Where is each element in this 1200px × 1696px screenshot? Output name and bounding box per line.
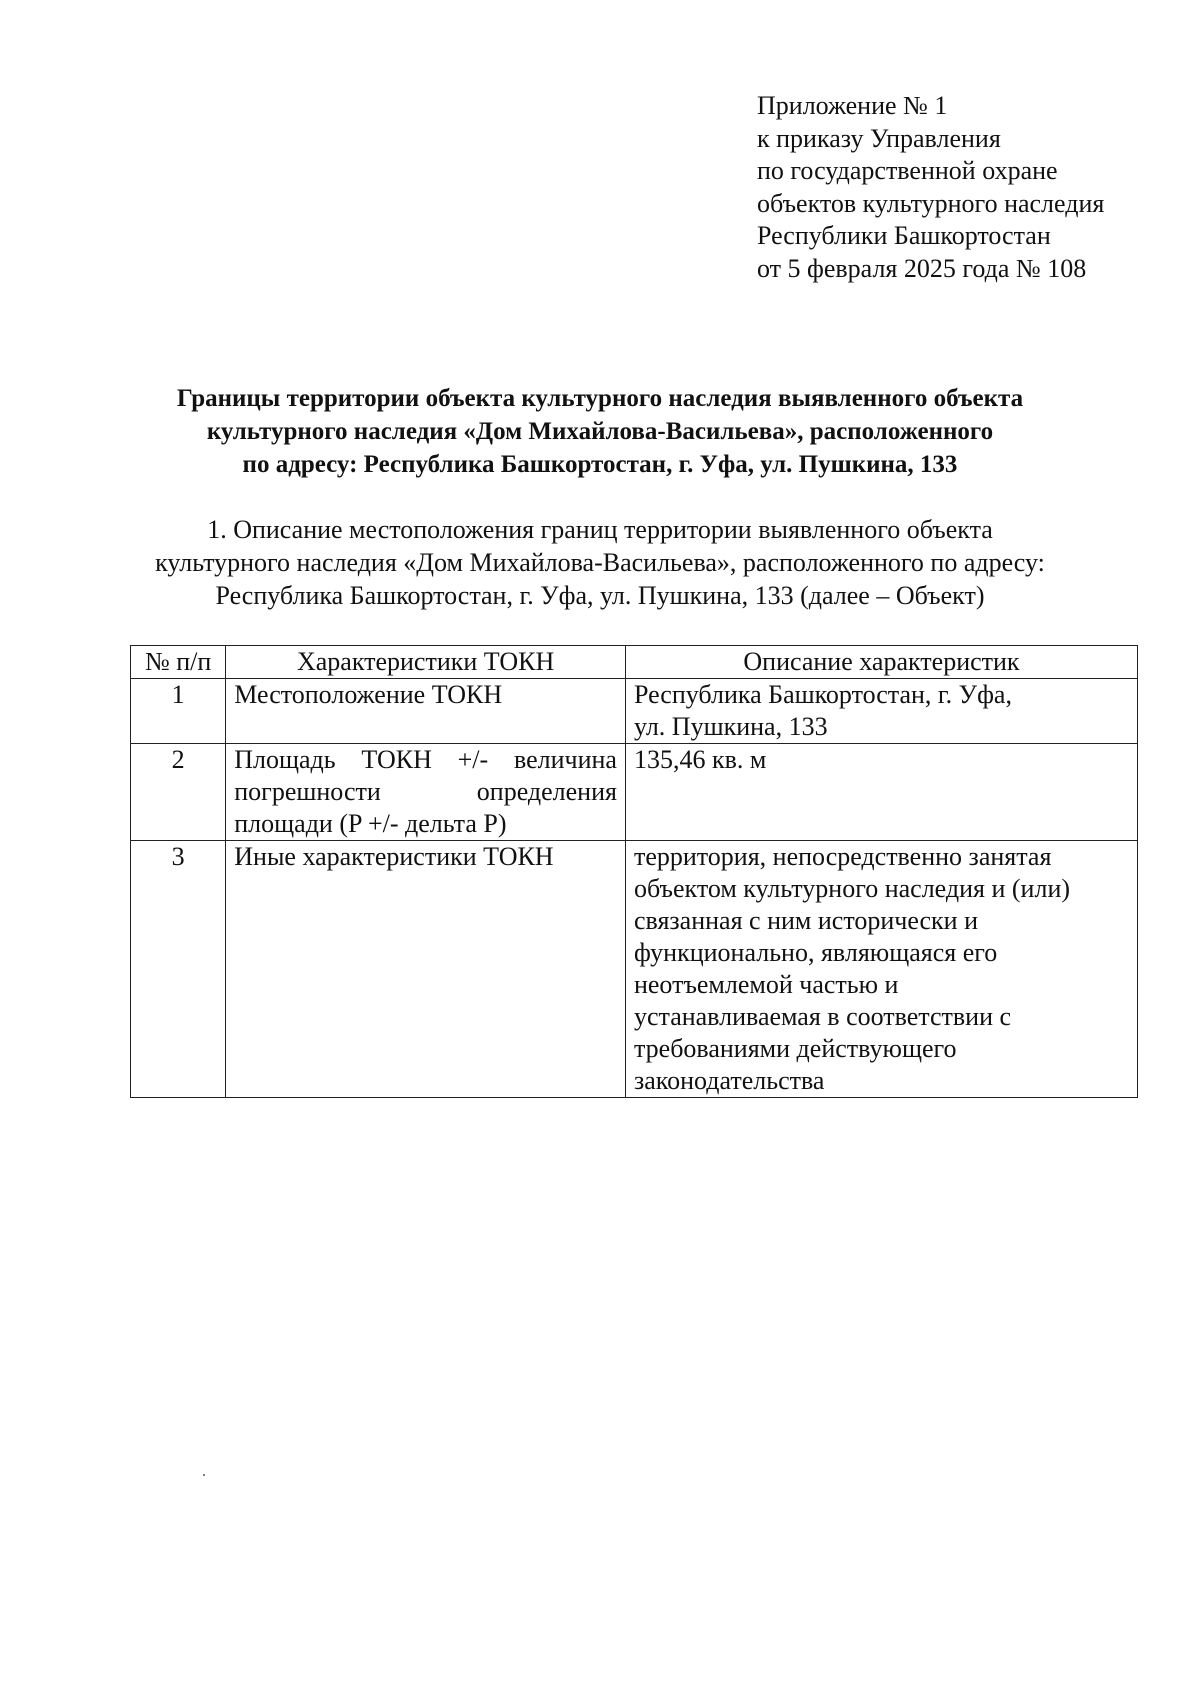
section-line: Республика Башкортостан, г. Уфа, ул. Пушкина, 133 (далее – Объект) bbox=[215, 581, 985, 610]
cell-line: погрешности определения bbox=[234, 777, 617, 806]
cell-line: объектом культурного наследия и (или) bbox=[633, 874, 1071, 903]
row-description bbox=[625, 744, 1137, 841]
cell-line: Площадь ТОКН +/- величина bbox=[234, 745, 617, 774]
cell-line: ул. Пушкина, 133 bbox=[633, 712, 828, 741]
section-heading bbox=[100, 513, 1100, 612]
appendix-line: объектов культурного наследия bbox=[757, 188, 1105, 218]
appendix-line: к приказу Управления bbox=[757, 123, 1001, 153]
appendix-line: по государственной охране bbox=[757, 156, 1058, 185]
row-characteristic bbox=[226, 841, 626, 1098]
cell-line: Местоположение ТОКН bbox=[234, 680, 503, 709]
row-number: 1 bbox=[131, 679, 226, 744]
header-characteristic: Характеристики ТОКН bbox=[226, 646, 626, 679]
section-line: 1. Описание местоположения границ территории выявленного объекта bbox=[207, 515, 993, 544]
title-line: Границы территории объекта культурного наследия выявленного объекта bbox=[176, 385, 1024, 412]
row-description bbox=[625, 679, 1137, 744]
appendix-line: Приложение № 1 bbox=[757, 91, 948, 120]
header-description: Описание характеристик bbox=[625, 646, 1137, 679]
appendix-line: Республики Башкортостан bbox=[757, 221, 1051, 250]
row-description bbox=[625, 841, 1137, 1098]
cell-line: устанавливаемая в соответствии с bbox=[633, 1002, 1012, 1031]
cell-line: связанная с ним исторически и bbox=[633, 906, 979, 935]
row-characteristic bbox=[226, 679, 626, 744]
characteristics-table bbox=[130, 645, 1138, 1098]
cell-line: Республика Башкортостан, г. Уфа, bbox=[633, 680, 1012, 709]
cell-line: требованиями действующего bbox=[633, 1034, 957, 1063]
table-row bbox=[131, 679, 1138, 744]
cell-line: Иные характеристики ТОКН bbox=[234, 842, 554, 871]
cell-line: площади (P +/- дельта P) bbox=[234, 809, 507, 838]
appendix-line: от 5 февраля 2025 года № 108 bbox=[757, 253, 1087, 283]
cell-line: законодательства bbox=[633, 1066, 825, 1095]
document-title bbox=[100, 382, 1100, 481]
row-number: 2 bbox=[131, 744, 226, 841]
table-header-row bbox=[131, 646, 1138, 679]
table-row bbox=[131, 744, 1138, 841]
cell-line: функционально, являющаяся его bbox=[633, 938, 998, 967]
title-line: культурного наследия «Дом Михайлова-Васильева», расположенного bbox=[206, 418, 994, 445]
row-number: 3 bbox=[131, 841, 226, 1098]
table-row bbox=[131, 841, 1138, 1098]
cell-line: 135,46 кв. м bbox=[633, 745, 767, 774]
title-line: по адресу: Республика Башкортостан, г. Уфа, ул. Пушкина, 133 bbox=[242, 451, 958, 478]
cell-line: неотъемлемой частью и bbox=[633, 970, 899, 999]
header-number: № п/п bbox=[131, 646, 226, 679]
row-characteristic bbox=[226, 744, 626, 841]
appendix-header bbox=[757, 90, 1177, 285]
section-line: культурного наследия «Дом Михайлова-Васильева», расположенного по адресу: bbox=[155, 548, 1045, 577]
cell-line: территория, непосредственно занятая bbox=[633, 842, 1052, 871]
scan-speck bbox=[203, 1474, 205, 1476]
